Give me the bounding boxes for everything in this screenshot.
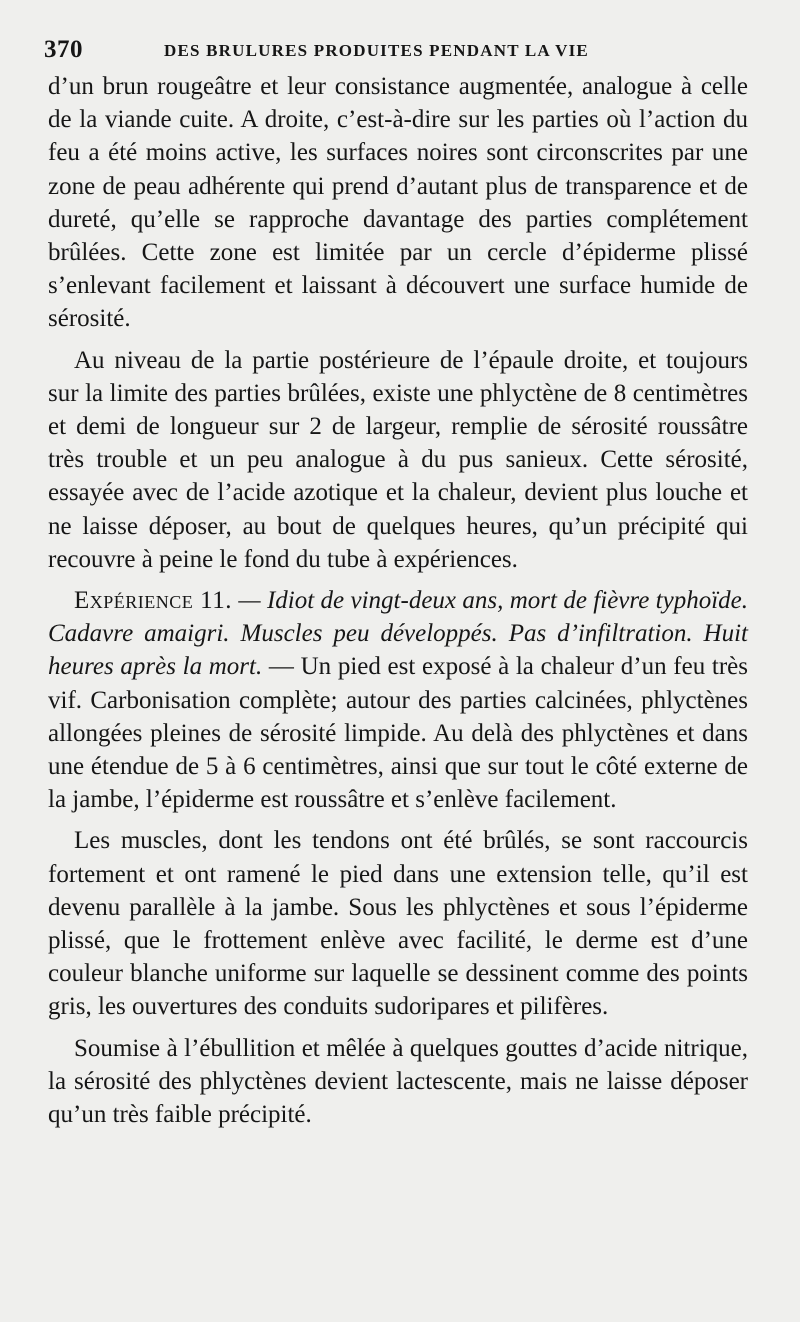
- paragraph-1: d’un brun rougeâtre et leur consistance augmentée, analogue à celle de la viande cuite. A droite, c’est-à-dire sur les parties où l’action du feu a été moins active, les surfaces noires sont circonscrites par une zone de peau adhérente qui prend d’autant plus de transparence et de dureté, qu’elle se rapproche davantage des parties complétement brûlées. Cette zone est limitée par un cercle d’épiderme plissé s’enlevant facilement et laissant à découvert une surface humide de sérosité.: [48, 73, 748, 333]
- experience-description: — Un pied est exposé à la chaleur d’un feu très vif. Carbonisation complète; autour des parties calcinées, phlyctènes allongées pleines de sérosité limpide. Au delà des phlyctènes et dans une étendue de 5 à 6 centimètres, ainsi que sur tout le côté externe de la jambe, l’épiderme est roussâtre et s’enlève facilement.: [48, 653, 749, 814]
- page-header: [44, 36, 744, 68]
- experience-subject: — Idiot de vingt-deux ans, mort de fièvre typhoïde. Cadavre amaigri. Muscles peu développés. Pas d’infiltration. Huit heures après la mort.: [48, 587, 748, 681]
- paragraph-experience-11: [48, 584, 748, 816]
- experience-label: Expérience 11.: [74, 587, 232, 615]
- page-number: 370: [44, 36, 83, 63]
- paragraph-5: Soumise à l’ébullition et mêlée à quelques gouttes d’acide nitrique, la sérosité des phlyctènes devient lactescente, mais ne laisse déposer qu’un très faible précipité.: [48, 1034, 748, 1129]
- paragraph-4: Les muscles, dont les tendons ont été brûlés, se sont raccourcis fortement et ont ramené le pied dans une extension telle, qu’il est devenu parallèle à la jambe. Sous les phlyctènes et sous l’épiderme plissé, que le frottement enlève avec facilité, le derme est d’une couleur blanche uniforme sur laquelle se dessinent comme des points gris, les ouvertures des conduits sudoripares et pilifères.: [48, 827, 748, 1021]
- running-title: DES BRULURES PRODUITES PENDANT LA VIE: [164, 41, 589, 60]
- paragraph-2: Au niveau de la partie postérieure de l’épaule droite, et toujours sur la limite des parties brûlées, existe une phlyctène de 8 centimètres et demi de longueur sur 2 de largeur, remplie de sérosité roussâtre très trouble et un peu analogue à du pus sanieux. Cette sérosité, essayée avec de l’acide azotique et la chaleur, devient plus louche et ne laisse déposer, au bout de quelques heures, qu’un précipité qui recouvre à peine le fond du tube à expériences.: [48, 346, 748, 573]
- body-text: [48, 70, 748, 1139]
